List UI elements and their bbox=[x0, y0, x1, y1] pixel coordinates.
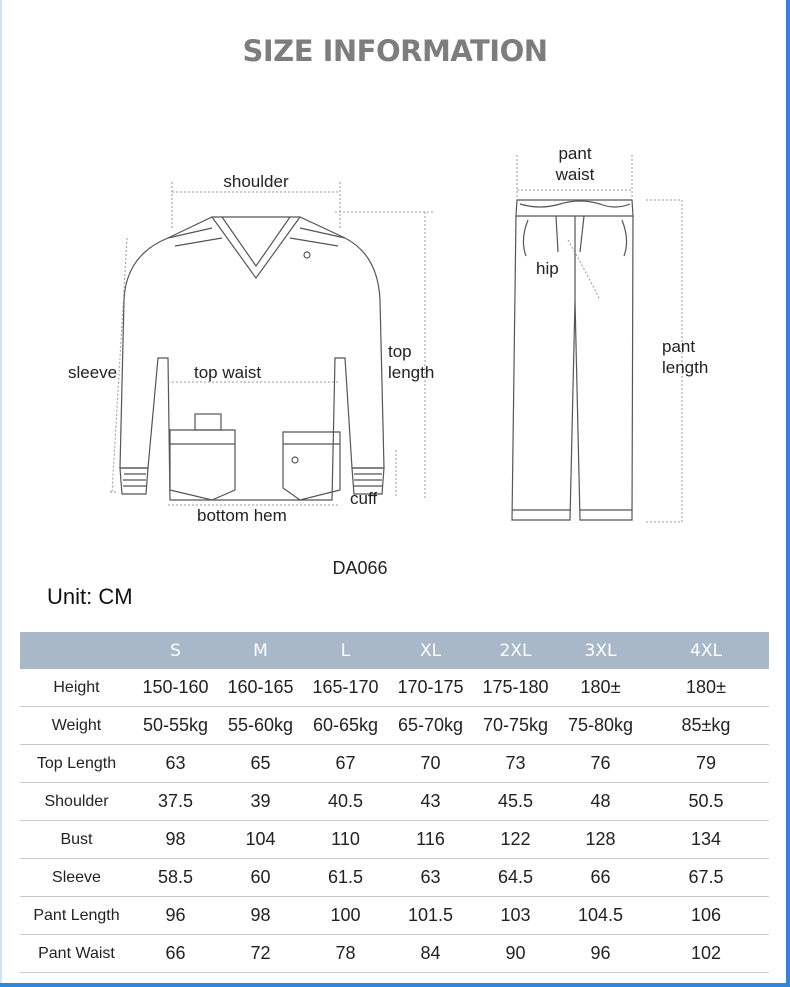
table-cell: 104.5 bbox=[558, 897, 643, 935]
table-cell: 67.5 bbox=[643, 859, 769, 897]
table-cell: 110 bbox=[303, 821, 388, 859]
table-cell: 70 bbox=[388, 745, 473, 783]
table-cell: 67 bbox=[303, 745, 388, 783]
table-cell: 98 bbox=[218, 897, 303, 935]
table-row bbox=[20, 935, 769, 973]
header-cell-l: L bbox=[303, 632, 388, 669]
table-cell: 175-180 bbox=[482, 677, 549, 697]
label-pant-waist-line1: pant bbox=[558, 144, 592, 163]
table-cell: 39 bbox=[218, 783, 303, 821]
table-cell: 63 bbox=[133, 745, 218, 783]
header-cell bbox=[20, 632, 133, 669]
table-cell: 78 bbox=[303, 935, 388, 973]
table-cell: 50-55kg bbox=[133, 707, 218, 745]
table-cell: 170-175 bbox=[397, 677, 464, 697]
table-cell: 64.5 bbox=[473, 859, 558, 897]
table-row bbox=[20, 821, 769, 859]
table-cell: 96 bbox=[558, 935, 643, 973]
row-label: Height bbox=[53, 678, 100, 696]
table-cell: 50.5 bbox=[643, 783, 769, 821]
table-cell: 98 bbox=[133, 821, 218, 859]
table-cell: 61.5 bbox=[303, 859, 388, 897]
page-title: SIZE INFORMATION bbox=[242, 34, 548, 68]
table-cell: 60 bbox=[218, 859, 303, 897]
table-cell: 37.5 bbox=[133, 783, 218, 821]
pant-waistband bbox=[516, 200, 633, 216]
row-label: Bust bbox=[20, 821, 133, 859]
label-hip: hip bbox=[536, 259, 559, 278]
table-cell: 72 bbox=[218, 935, 303, 973]
header-cell-3xl: 3XL bbox=[558, 632, 643, 669]
table-cell: 55-60kg bbox=[218, 707, 303, 745]
table-cell: 128 bbox=[558, 821, 643, 859]
table-cell: 60-65kg bbox=[303, 707, 388, 745]
label-bottom-hem: bottom hem bbox=[197, 506, 287, 525]
label-pant-waist-line2: waist bbox=[555, 165, 595, 184]
table-cell: 90 bbox=[473, 935, 558, 973]
table-cell: 96 bbox=[133, 897, 218, 935]
left-pocket-flap bbox=[195, 414, 221, 430]
table-cell: 73 bbox=[473, 745, 558, 783]
table-cell: 58.5 bbox=[133, 859, 218, 897]
table-cell: 85±kg bbox=[643, 707, 769, 745]
top-neckline bbox=[212, 217, 300, 278]
table-cell: 116 bbox=[388, 821, 473, 859]
table-cell: 43 bbox=[388, 783, 473, 821]
table-body bbox=[20, 669, 769, 973]
table-cell: 75-80kg bbox=[558, 707, 643, 745]
table-row bbox=[20, 859, 769, 897]
row-label: Weight bbox=[20, 707, 133, 745]
label-top-waist: top waist bbox=[194, 363, 262, 382]
model-number: DA066 bbox=[332, 558, 388, 578]
label-cuff: cuff bbox=[350, 489, 378, 508]
table-cell: 65-70kg bbox=[388, 707, 473, 745]
label-top-length-line2: length bbox=[388, 363, 435, 382]
table-row bbox=[20, 783, 769, 821]
left-pocket bbox=[170, 430, 235, 500]
table-cell: 79 bbox=[643, 745, 769, 783]
table-cell: 45.5 bbox=[473, 783, 558, 821]
row-label: Pant Length bbox=[20, 897, 133, 935]
table-cell: 180± bbox=[580, 677, 621, 697]
table-cell: 103 bbox=[473, 897, 558, 935]
label-sleeve: sleeve bbox=[68, 363, 118, 382]
size-chart-table bbox=[20, 632, 769, 973]
header-cell-xl: XL bbox=[388, 632, 473, 669]
table-cell: 48 bbox=[558, 783, 643, 821]
label-pant-length-line1: pant bbox=[662, 337, 696, 356]
table-cell: 84 bbox=[388, 935, 473, 973]
table-cell: 102 bbox=[643, 935, 769, 973]
row-label: Sleeve bbox=[20, 859, 133, 897]
right-pocket bbox=[283, 432, 340, 500]
table-cell: 134 bbox=[643, 821, 769, 859]
table-row bbox=[20, 707, 769, 745]
table-header-row bbox=[20, 632, 769, 669]
row-label: Pant Waist bbox=[20, 935, 133, 973]
header-cell-m: M bbox=[218, 632, 303, 669]
table-row bbox=[20, 745, 769, 783]
row-label: Shoulder bbox=[20, 783, 133, 821]
table-cell: 76 bbox=[558, 745, 643, 783]
table-cell: 65 bbox=[218, 745, 303, 783]
table-cell: 122 bbox=[473, 821, 558, 859]
row-label: Top Length bbox=[20, 745, 133, 783]
table-cell: 104 bbox=[218, 821, 303, 859]
left-cuff bbox=[120, 468, 148, 494]
table-cell: 150-160 bbox=[142, 677, 209, 697]
table-cell: 106 bbox=[643, 897, 769, 935]
header-cell-2xl: 2XL bbox=[473, 632, 558, 669]
table-cell: 70-75kg bbox=[473, 707, 558, 745]
header-cell-4xl: 4XL bbox=[643, 632, 769, 669]
table-row bbox=[20, 669, 769, 707]
header-cell-s: S bbox=[133, 632, 218, 669]
table-cell: 40.5 bbox=[303, 783, 388, 821]
table-cell: 101.5 bbox=[388, 897, 473, 935]
table-cell: 63 bbox=[388, 859, 473, 897]
table-cell: 165-170 bbox=[312, 677, 379, 697]
table-cell: 66 bbox=[133, 935, 218, 973]
unit-label: Unit: CM bbox=[47, 584, 133, 609]
table-cell: 100 bbox=[303, 897, 388, 935]
table-cell: 160-165 bbox=[227, 677, 294, 697]
pant-outline bbox=[512, 216, 633, 520]
table-cell: 180± bbox=[686, 677, 726, 697]
label-shoulder: shoulder bbox=[223, 172, 289, 191]
label-pant-length-line2: length bbox=[662, 358, 709, 377]
label-top-length-line1: top bbox=[388, 342, 412, 361]
table-row bbox=[20, 897, 769, 935]
table-cell: 66 bbox=[558, 859, 643, 897]
